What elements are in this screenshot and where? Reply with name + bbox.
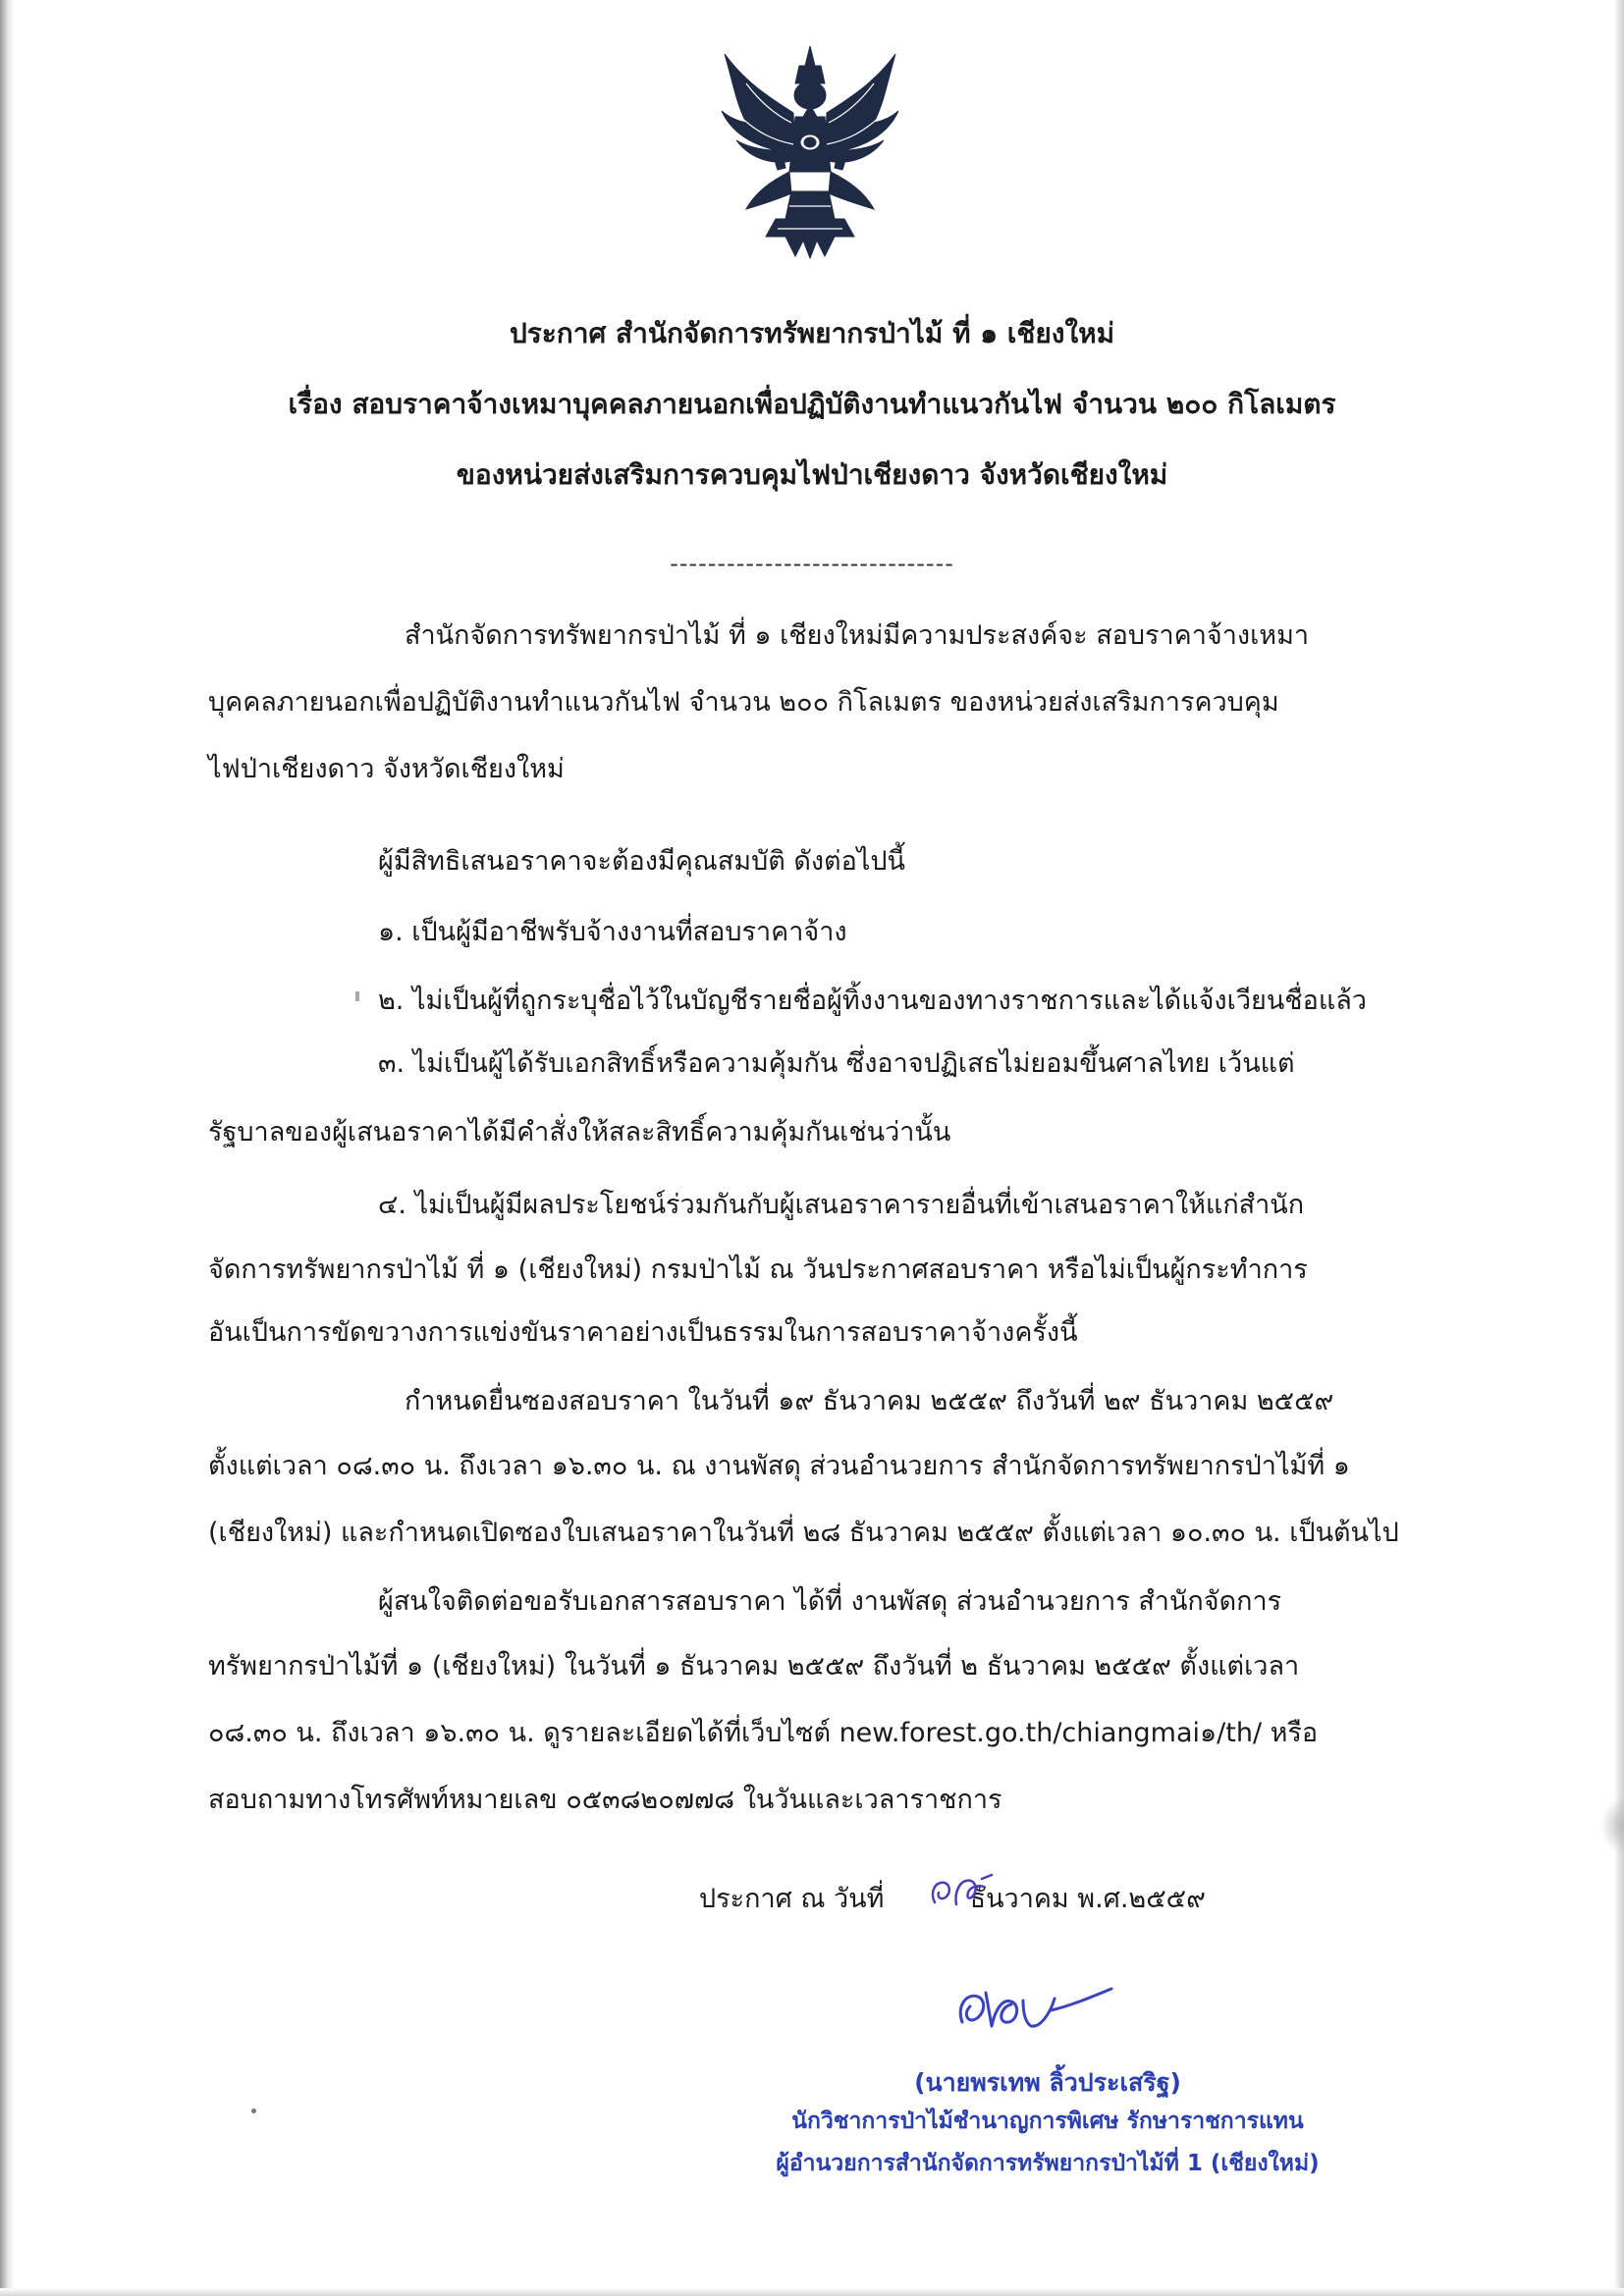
title-line-1: ประกาศ สำนักจัดการทรัพยากรป่าไม้ ที่ ๑ เชียงใหม่ bbox=[509, 317, 1115, 349]
scan-smudge bbox=[1600, 1796, 1624, 1855]
schedule-line-2: ตั้งแต่เวลา ๐๘.๓๐ น. ถึงเวลา ๑๖.๓๐ น. ณ งานพัสดุ ส่วนอำนวยการ สำนักจัดการทรัพยากรป่าไม้ที่ ๑ bbox=[208, 1451, 1350, 1481]
title-line-2: เรื่อง สอบราคาจ้างเหมาบุคคลภายนอกเพื่อปฏิบัติงานทำแนวกันไฟ จำนวน ๒๐๐ กิโลเมตร bbox=[288, 388, 1336, 420]
intro-line-1: สำนักจัดการทรัพยากรป่าไม้ ที่ ๑ เชียงใหม่มีความประสงค์จะ สอบราคาจ้างเหมา bbox=[405, 620, 1310, 651]
schedule-line-3: (เชียงใหม่) และกำหนดเปิดซองใบเสนอราคาในวันที่ ๒๘ ธันวาคม ๒๕๕๙ ตั้งแต่เวลา ๑๐.๓๐ น. เป็นต้นไป bbox=[208, 1518, 1399, 1548]
signature bbox=[952, 1963, 1119, 2052]
intro-line-3: ไฟป่าเชียงดาว จังหวัดเชียงใหม่ bbox=[208, 754, 565, 784]
signer-name: (นายพรเทพ ลิ้วประเสริฐ) bbox=[914, 2068, 1181, 2097]
garuda-emblem-icon bbox=[717, 44, 903, 260]
qualification-4-line-1: ๔. ไม่เป็นผู้มีผลประโยชน์ร่วมกันกับผู้เสนอราคารายอื่นที่เข้าเสนอราคาให้แก่สำนัก bbox=[378, 1190, 1305, 1220]
divider-line: ------------------------------ bbox=[670, 550, 954, 577]
schedule-line-1: กำหนดยื่นซองสอบราคา ในวันที่ ๑๙ ธันวาคม ๒๕๕๙ ถึงวันที่ ๒๙ ธันวาคม ๒๕๕๙ bbox=[405, 1386, 1334, 1416]
qualification-4-line-3: อันเป็นการขัดขวางการแข่งขันราคาอย่างเป็นธรรมในการสอบราคาจ้างครั้งนี้ bbox=[208, 1317, 1078, 1348]
scan-speck bbox=[355, 991, 359, 1001]
qualification-4-line-2: จัดการทรัพยากรป่าไม้ ที่ ๑ (เชียงใหม่) กรมป่าไม้ ณ วันประกาศสอบราคา หรือไม่เป็นผู้กระทำการ bbox=[208, 1255, 1308, 1285]
qualifications-heading: ผู้มีสิทธิเสนอราคาจะต้องมีคุณสมบัติ ดังต่อไปนี้ bbox=[378, 846, 905, 877]
qualification-1: ๑. เป็นผู้มีอาชีพรับจ้างงานที่สอบราคาจ้าง bbox=[378, 917, 847, 947]
signer-position-line-2: ผู้อำนวยการสำนักจัดการทรัพยากรป่าไม้ที่ 1 (เชียงใหม่) bbox=[776, 2151, 1320, 2176]
handwritten-day bbox=[923, 1865, 1001, 1914]
announcement-date-prefix: ประกาศ ณ วันที่ bbox=[699, 1884, 885, 1914]
qualification-2: ๒. ไม่เป็นผู้ที่ถูกระบุชื่อไว้ในบัญชีรายชื่อผู้ทิ้งงานของทางราชการและได้แจ้งเวียนชื่อแล้ว bbox=[378, 986, 1367, 1016]
qualification-3-line-1: ๓. ไม่เป็นผู้ได้รับเอกสิทธิ์หรือความคุ้มกัน ซึ่งอาจปฏิเสธไม่ยอมขึ้นศาลไทย เว้นแต่ bbox=[378, 1048, 1295, 1079]
contact-line-2: ทรัพยากรป่าไม้ที่ ๑ (เชียงใหม่) ในวันที่ ๑ ธันวาคม ๒๕๕๙ ถึงวันที่ ๒ ธันวาคม ๒๕๕๙ ตั้งแต่เวลา bbox=[208, 1651, 1300, 1682]
signer-position-line-1: นักวิชาการป่าไม้ชำนาญการพิเศษ รักษาราชการแทน bbox=[791, 2109, 1304, 2134]
scan-speck bbox=[251, 2109, 256, 2113]
contact-line-3: ๐๘.๓๐ น. ถึงเวลา ๑๖.๓๐ น. ดูรายละเอียดได้ที่เว็บไซต์ new.forest.go.th/chiangmai๑/th/ หรือ bbox=[208, 1718, 1319, 1748]
title-line-3: ของหน่วยส่งเสริมการควบคุมไฟป่าเชียงดาว จังหวัดเชียงใหม่ bbox=[456, 458, 1168, 491]
qualification-3-line-2: รัฐบาลของผู้เสนอราคาได้มีคำสั่งให้สละสิทธิ์ความคุ้มกันเช่นว่านั้น bbox=[208, 1117, 951, 1148]
scan-edge-bottom bbox=[0, 2288, 1624, 2296]
contact-line-1: ผู้สนใจติดต่อขอรับเอกสารสอบราคา ได้ที่ งานพัสดุ ส่วนอำนวยการ สำนักจัดการ bbox=[378, 1586, 1282, 1617]
announcement-date-suffix: ธันวาคม พ.ศ.๒๕๕๙ bbox=[969, 1884, 1206, 1914]
intro-line-2: บุคคลภายนอกเพื่อปฏิบัติงานทำแนวกันไฟ จำนวน ๒๐๐ กิโลเมตร ของหน่วยส่งเสริมการควบคุม bbox=[208, 687, 1279, 718]
contact-line-4: สอบถามทางโทรศัพท์หมายเลข ๐๕๓๘๒๐๗๗๘ ในวันและเวลาราชการ bbox=[208, 1785, 1002, 1815]
